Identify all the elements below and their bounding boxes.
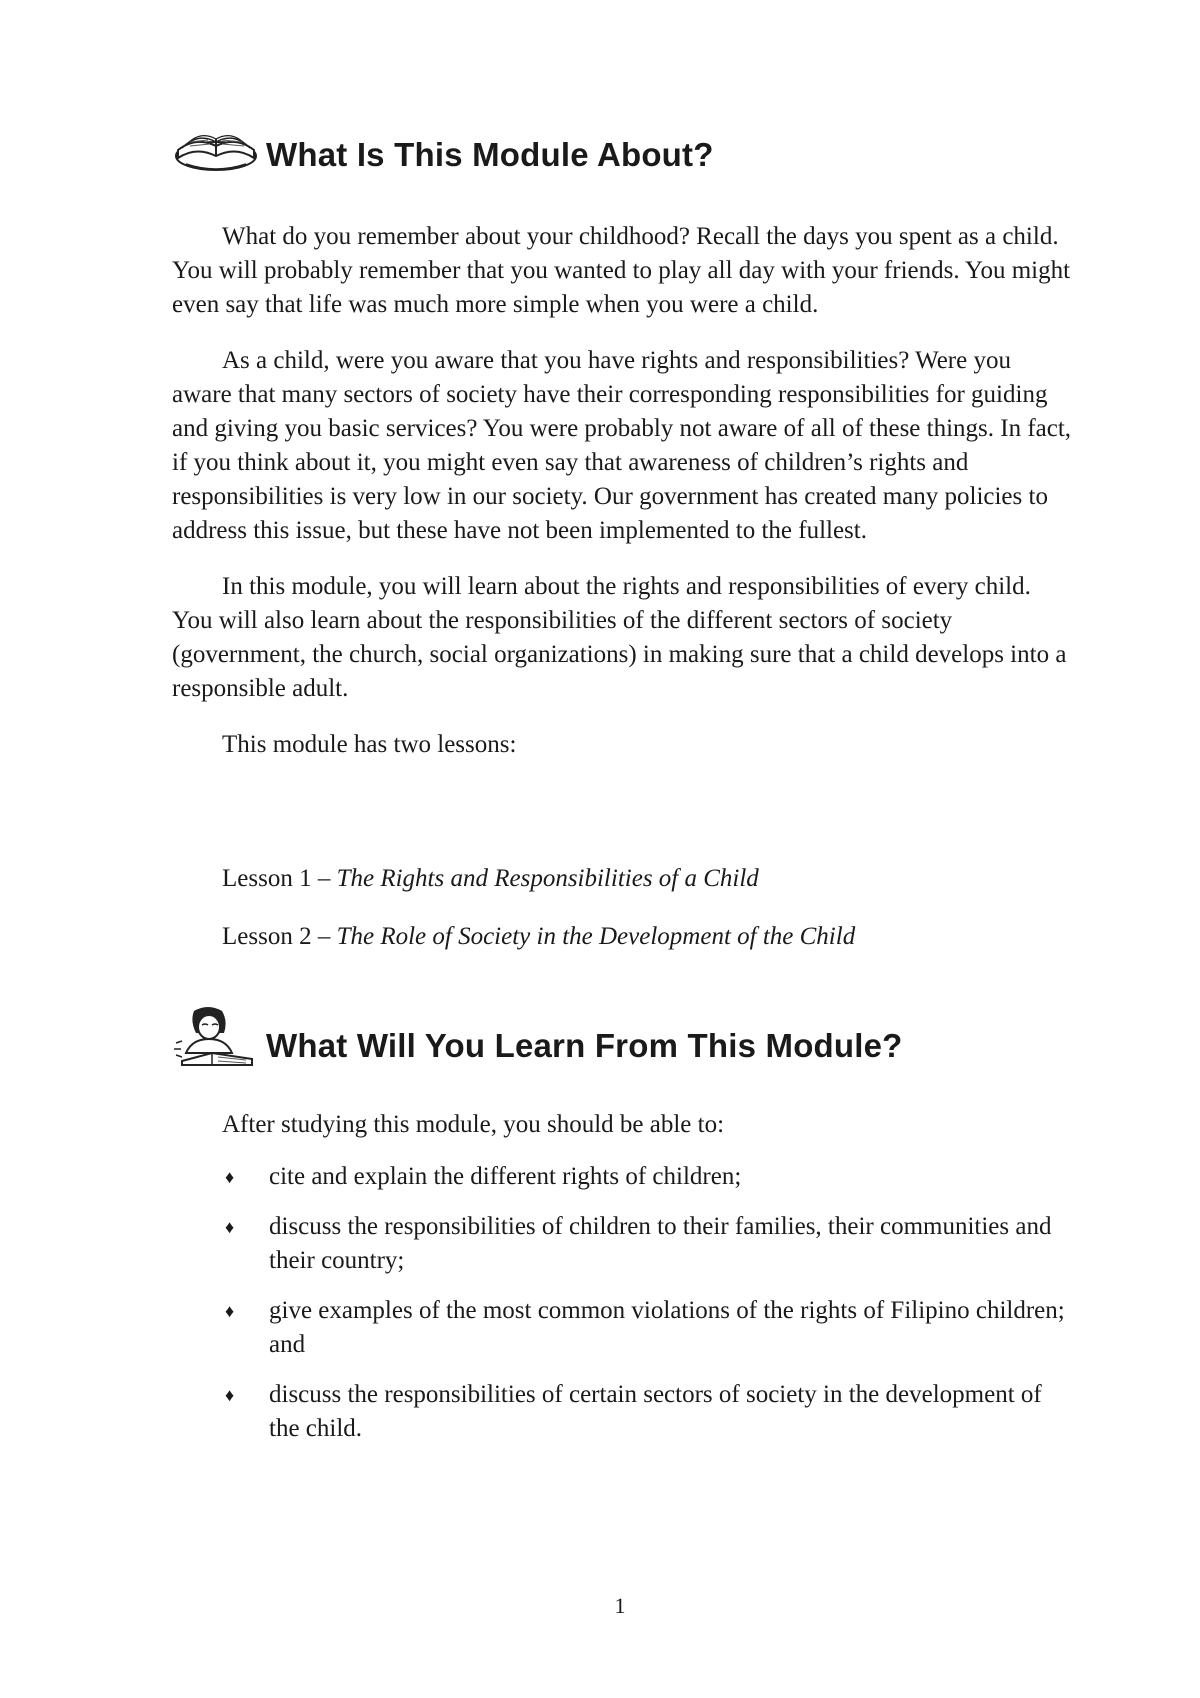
lesson-title: The Role of Society in the Development of the Child (336, 923, 856, 950)
section-title-learn: What Will You Learn From This Module? (266, 1027, 903, 1064)
list-item (172, 1378, 1072, 1446)
about-body (172, 220, 1072, 784)
open-book-icon (172, 112, 260, 176)
paragraph: This module has two lessons: (222, 731, 517, 758)
lesson-line-1 (222, 862, 759, 896)
lesson-title: The Rights and Responsibilities of a Child (336, 865, 759, 892)
list-item (172, 1294, 1072, 1362)
lesson-line-2 (222, 920, 855, 954)
objective-text: discuss the responsibilities of certain sectors of society in the development of the child. (269, 1381, 1042, 1442)
objective-text: give examples of the most common violations of the rights of Filipino children; and (269, 1297, 1065, 1358)
person-reading-icon (172, 1003, 260, 1067)
lesson-prefix: Lesson 1 – (222, 865, 337, 892)
list-item (172, 1160, 1072, 1194)
objective-text: cite and explain the different rights of children; (269, 1163, 742, 1190)
paragraph: As a child, were you aware that you have rights and responsibilities? Were you aware that many sectors of society have their corresponding responsibilities for guiding and giving you basic services? You were probably not aware of all of these things. In fact, if you think about it, you might even say that awareness of children’s rights and responsibilities is very low in our society. Our government has created many policies to address this issue, but these have not been implemented to the fullest. (172, 347, 1072, 544)
section-title-about: What Is This Module About? (266, 136, 714, 173)
section-heading-about (172, 112, 714, 176)
objectives-intro: After studying this module, you should be able to: (222, 1111, 725, 1138)
diamond-bullet-icon: ♦ (225, 1301, 235, 1321)
diamond-bullet-icon: ♦ (225, 1385, 235, 1405)
paragraph: In this module, you will learn about the rights and responsibilities of every child. You will also learn about the responsibilities of the different sectors of society (government, the church, social organizations) in making sure that a child develops into a responsible adult. (172, 573, 1067, 702)
section-heading-learn (172, 1003, 903, 1067)
objectives-block (172, 1108, 1072, 1462)
objectives-list (172, 1160, 1072, 1446)
lesson-prefix: Lesson 2 – (222, 923, 337, 950)
page-number: 1 (614, 1593, 626, 1618)
list-item (172, 1210, 1072, 1278)
diamond-bullet-icon: ♦ (225, 1217, 235, 1237)
objective-text: discuss the responsibilities of children to their families, their communities and their country; (269, 1213, 1052, 1274)
paragraph: What do you remember about your childhood? Recall the days you spent as a child. You will probably remember that you wanted to play all day with your friends. You might even say that life was much more simple when you were a child. (172, 223, 1071, 318)
diamond-bullet-icon: ♦ (225, 1167, 235, 1187)
